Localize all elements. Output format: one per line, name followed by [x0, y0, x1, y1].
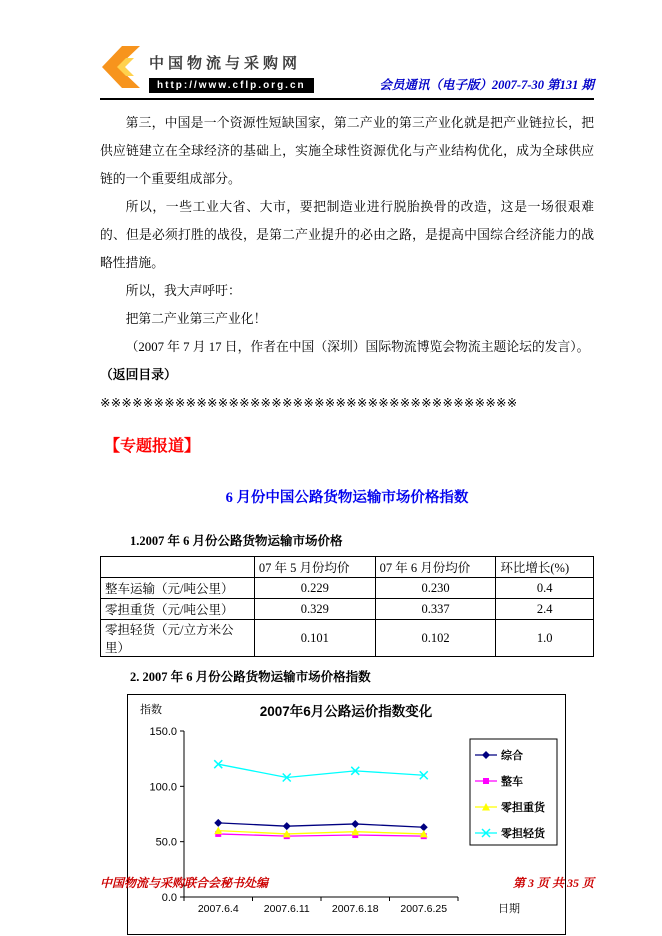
- row-label-cell: 零担重货（元/吨公里）: [101, 599, 255, 620]
- value-cell: 0.230: [375, 578, 496, 599]
- body-paragraphs: [100, 109, 594, 361]
- site-logo: [100, 44, 314, 93]
- svg-text:50.0: 50.0: [155, 836, 177, 849]
- footer-editor: 中国物流与采购联合会秘书处编: [100, 876, 269, 890]
- row-label-cell: 零担轻货（元/立方米公里）: [101, 620, 255, 657]
- site-url: http://www.cflp.org.cn: [149, 78, 314, 93]
- svg-text:0.0: 0.0: [161, 892, 177, 904]
- table-caption: 1.2007 年 6 月份公路货物运输市场价格: [130, 534, 343, 548]
- return-to-toc-link[interactable]: （返回目录）: [100, 368, 177, 382]
- svg-text:零担重货: 零担重货: [501, 802, 545, 814]
- page-header: [100, 44, 594, 100]
- row-label-cell: 整车运输（元/吨公里）: [101, 578, 255, 599]
- value-cell: 0.337: [375, 599, 496, 620]
- section-tag: 【专题报道】: [104, 438, 201, 455]
- price-index-chart: [128, 695, 565, 934]
- body-paragraph: 所以，一些工业大省、大市，要把制造业进行脱胎换骨的改造，这是一场很艰难的、但是必须打胜的战役，是第二产业提升的必由之路，是提高中国综合经济能力的战略性措施。: [100, 200, 594, 270]
- page-number: 第 3 页 共 35 页: [512, 876, 594, 890]
- svg-text:2007.6.4: 2007.6.4: [197, 903, 239, 915]
- value-cell: 0.101: [254, 620, 375, 657]
- article-body: [100, 109, 594, 417]
- value-cell: 0.229: [254, 578, 375, 599]
- value-cell: 0.329: [254, 599, 375, 620]
- body-paragraph: 第三，中国是一个资源性短缺国家，第二产业的第三产业化就是把产业链拉长，把供应链建立在全球经济的基础上，实施全球性资源优化与产业结构优化，成为全球供应链的一个重要组成部分。: [100, 116, 594, 186]
- issue-info: 会员通讯（电子版）2007-7-30 第131 期: [379, 78, 594, 92]
- svg-text:日期: 日期: [498, 903, 520, 915]
- table-header-cell: 环比增长(%): [496, 557, 594, 578]
- value-cell: 1.0: [496, 620, 594, 657]
- table-header-cell: 07 年 6 月份均价: [375, 557, 496, 578]
- svg-text:2007年6月公路运价指数变化: 2007年6月公路运价指数变化: [259, 704, 433, 719]
- article-title: 6 月份中国公路货物运输市场价格指数: [225, 490, 469, 506]
- logo-icon: [100, 44, 142, 92]
- table-row: [101, 578, 594, 599]
- price-index-chart-frame: [127, 694, 566, 935]
- svg-text:零担轻货: 零担轻货: [501, 828, 545, 840]
- page-footer: [100, 874, 594, 891]
- svg-text:2007.6.25: 2007.6.25: [400, 903, 448, 915]
- svg-text:整车: 整车: [501, 776, 523, 788]
- chart-caption: 2. 2007 年 6 月份公路货物运输市场价格指数: [130, 670, 371, 684]
- value-cell: 2.4: [496, 599, 594, 620]
- body-paragraph: （2007 年 7 月 17 日，作者在中国（深圳）国际物流博览会物流主题论坛的发言）。: [125, 340, 590, 354]
- table-header-cell: 07 年 5 月份均价: [254, 557, 375, 578]
- price-table: [100, 556, 594, 657]
- separator-line: ※※※※※※※※※※※※※※※※※※※※※※※※※※※※※※※※※※※※※※※: [100, 396, 518, 410]
- svg-text:2007.6.18: 2007.6.18: [331, 903, 379, 915]
- table-row: [101, 599, 594, 620]
- svg-text:100.0: 100.0: [149, 781, 177, 794]
- svg-text:指数: 指数: [140, 704, 162, 716]
- table-header-row: [101, 557, 594, 578]
- value-cell: 0.4: [496, 578, 594, 599]
- svg-text:综合: 综合: [501, 750, 523, 762]
- value-cell: 0.102: [375, 620, 496, 657]
- site-name: 中国物流与采购网: [149, 55, 302, 72]
- svg-text:2007.6.11: 2007.6.11: [263, 903, 310, 915]
- svg-text:150.0: 150.0: [149, 726, 177, 738]
- table-header-cell: [101, 557, 255, 578]
- table-row: [101, 620, 594, 657]
- body-paragraph: 所以，我大声呼吁：: [125, 284, 241, 298]
- body-paragraph: 把第二产业第三产业化！: [125, 312, 267, 326]
